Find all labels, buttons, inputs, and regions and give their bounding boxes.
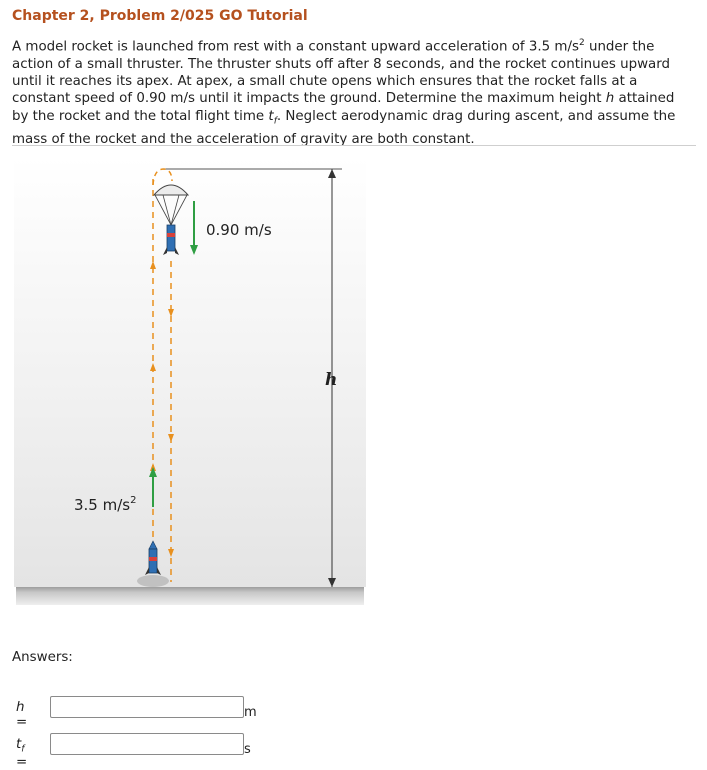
acceleration-value: 3.5 m/s xyxy=(74,496,131,514)
tf-label xyxy=(16,737,27,770)
h-label xyxy=(16,700,27,730)
acceleration-exponent: 2 xyxy=(130,495,137,506)
divider xyxy=(12,145,696,146)
rocket-band xyxy=(149,557,157,561)
h-var: h xyxy=(16,700,25,715)
problem-statement xyxy=(12,35,692,148)
problem-var-h: h xyxy=(605,91,615,107)
problem-exponent: 2 xyxy=(578,38,585,48)
tf-answer-input[interactable] xyxy=(50,733,244,755)
problem-var-f: f xyxy=(273,116,277,127)
problem-text-4: . Neglect aerodynamic drag during ascent, and assume the mass of the rocket and the acceleration of gravity are both constant. xyxy=(12,108,676,147)
t-var: t xyxy=(16,737,22,752)
answers-label: Answers: xyxy=(12,650,73,665)
tf-equals: = xyxy=(16,754,28,770)
height-label: h xyxy=(325,370,338,390)
f-subscript: f xyxy=(21,744,25,755)
figure-background xyxy=(14,157,366,587)
problem-title: Chapter 2, Problem 2/025 GO Tutorial xyxy=(12,8,308,24)
rocket-figure xyxy=(14,157,366,607)
falling-rocket-band xyxy=(167,233,175,237)
problem-text-3: attained by the rocket and the total flight time xyxy=(12,91,675,124)
problem-text-2: under the action of a small thruster. The thruster shuts off after 8 seconds, and the rocket continues upward until it reaches its apex. At apex, a small chute opens which ensures that the rocket falls at a constant speed of 0.90 m/s until it impacts the ground. Determine the maximum height xyxy=(12,39,671,107)
h-equals: = xyxy=(16,715,28,730)
problem-var-t: t xyxy=(268,108,274,124)
h-unit: m xyxy=(244,705,257,720)
acceleration-label xyxy=(74,495,136,514)
problem-text-1: A model rocket is launched from rest with a constant upward acceleration of 3.5 m/s xyxy=(12,39,579,55)
ground xyxy=(16,587,364,605)
speed-label: 0.90 m/s xyxy=(206,221,272,239)
falling-rocket-body xyxy=(167,225,175,251)
h-answer-input[interactable] xyxy=(50,696,244,718)
tf-unit: s xyxy=(244,742,251,757)
exhaust-smoke xyxy=(137,575,169,587)
